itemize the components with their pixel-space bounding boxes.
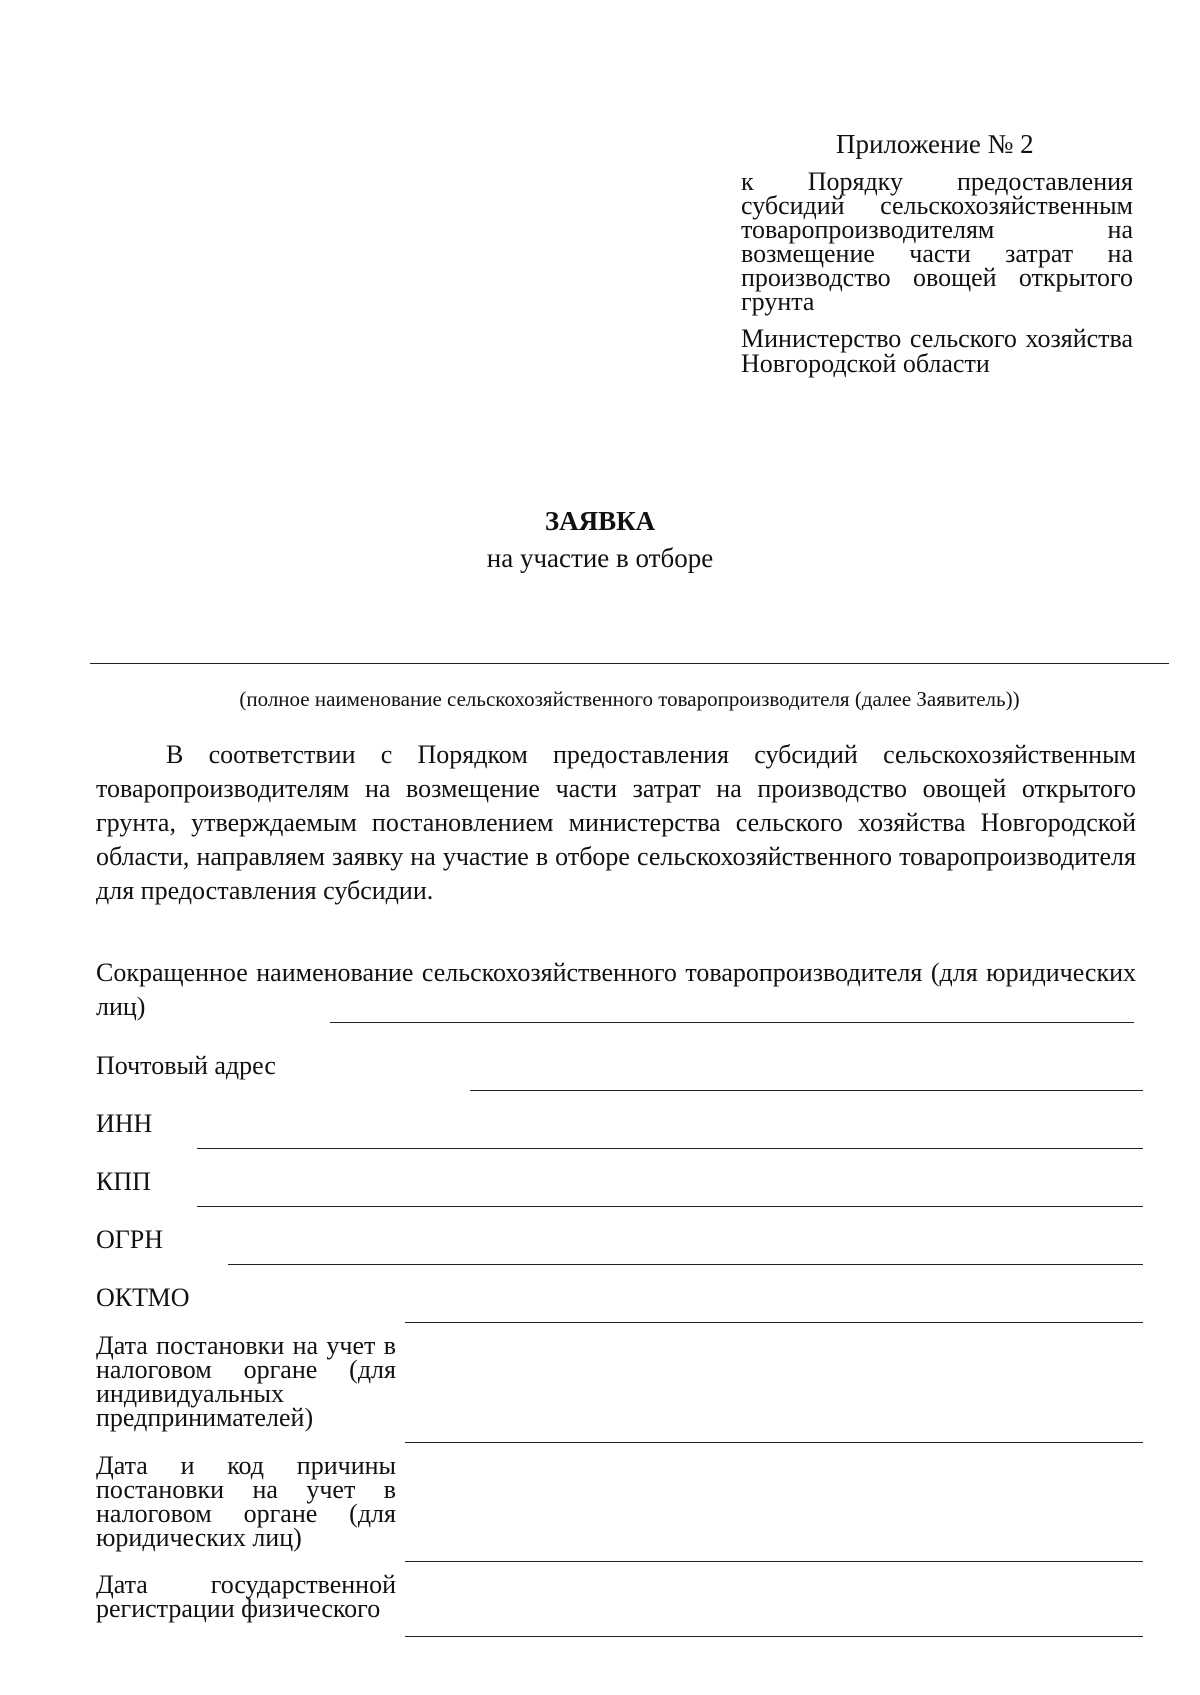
document-title: ЗАЯВКА [544, 506, 656, 536]
applicant-full-name-line[interactable] [90, 663, 1169, 664]
short-name-line[interactable] [330, 1022, 1134, 1023]
ogrn-label: ОГРН [96, 1225, 164, 1254]
postal-address-line[interactable] [470, 1090, 1143, 1091]
oktmo-label: ОКТМО [96, 1283, 190, 1312]
postal-address-label: Почтовый адрес [96, 1051, 276, 1080]
oktmo-line[interactable] [405, 1322, 1143, 1323]
kpp-label: КПП [96, 1167, 151, 1196]
tax-registration-date-ip-label: Дата постановки на учет в налоговом органе (для индивидуальных предпринимателей) [96, 1331, 396, 1432]
ogrn-line[interactable] [228, 1264, 1143, 1265]
inn-label: ИНН [96, 1109, 153, 1138]
applicant-caption: (полное наименование сельскохозяйственного товаропроизводителя (далее Заявитель)) [239, 687, 1020, 711]
tax-registration-date-code-ul-line[interactable] [405, 1561, 1143, 1562]
intro-paragraph: В соответствии с Порядком предоставления субсидий сельскохозяйственным товаропроизводителям на возмещение части затрат на производство овощей открытого грунта, утверждаемым постановлением министерства сельского хозяйства Новгородской области, направляем заявку на участие в отборе сельскохозяйственного товаропроизводителя для предоставления субсидии. [96, 740, 1136, 905]
inn-line[interactable] [197, 1148, 1143, 1149]
tax-registration-date-code-ul-label: Дата и код причины постановки на учет в налоговом органе (для юридических лиц) [96, 1451, 396, 1552]
appendix-number: Приложение № 2 [836, 129, 1034, 159]
short-name-label: Сокращенное наименование сельскохозяйственного товаропроизводителя (для юридических лиц) [96, 958, 1136, 1021]
tax-registration-date-ip-line[interactable] [405, 1442, 1143, 1443]
kpp-line[interactable] [197, 1206, 1143, 1207]
state-registration-date-line[interactable] [405, 1636, 1143, 1637]
state-registration-date-label: Дата государственной регистрации физического [96, 1570, 396, 1623]
document-subtitle: на участие в отборе [486, 543, 714, 573]
appendix-reference: к Порядку предоставления субсидий сельскохозяйственным товаропроизводителям на возмещение части затрат на производство овощей открытого грунта [741, 167, 1133, 316]
appendix-recipient: Министерство сельского хозяйства Новгородской области [741, 324, 1133, 378]
